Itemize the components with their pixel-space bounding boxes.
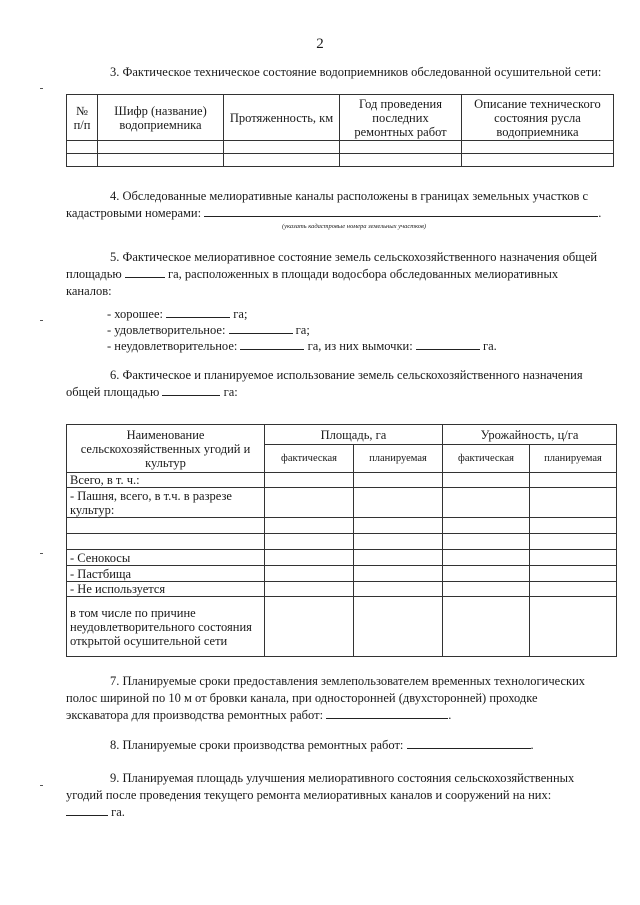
row-label: Всего, в т. ч.: [67, 473, 265, 488]
table-row [67, 473, 617, 488]
cadastral-numbers-field[interactable] [204, 205, 598, 217]
table-row [67, 518, 617, 534]
receivers-table [66, 94, 614, 167]
row-label: - Пастбища [67, 566, 265, 582]
header-area-actual: фактическая [265, 445, 354, 473]
section-7-line2: полос шириной по 10 м от бровки канала, при односторонней (двухсторонней) проходке [66, 691, 538, 705]
state-list [107, 306, 497, 354]
table-row [67, 488, 617, 518]
margin-mark [40, 785, 43, 786]
header-area: Площадь, га [265, 425, 443, 445]
state-good: - хорошее: га; [107, 307, 248, 321]
waterlogged-area-field[interactable] [416, 338, 480, 350]
total-area-field[interactable] [125, 266, 165, 278]
section-9-line2: угодий после проведения текущего ремонта мелиоративных каналов и сооружений на них: [66, 788, 552, 802]
margin-mark [40, 320, 43, 321]
header-number: № п/п [67, 95, 98, 141]
row-label: - Пашня, всего, в т.ч. в разрезе культур: [67, 488, 265, 518]
table-row [67, 566, 617, 582]
section-6-line1: 6. Фактическое и планируемое использование земель сельскохозяйственного назначения [110, 368, 583, 382]
margin-mark [40, 88, 43, 89]
unsatisfactory-area-field[interactable] [240, 338, 304, 350]
table-row [67, 141, 614, 154]
section-8-line: 8. Планируемые сроки производства ремонтных работ: . [110, 738, 534, 752]
section-9-text [66, 770, 616, 821]
section-7-line3: экскаватора для производства ремонтных работ: . [66, 708, 452, 722]
header-year: Год проведения последних ремонтных работ [340, 95, 462, 141]
page-number: 2 [316, 36, 324, 52]
margin-mark [40, 553, 43, 554]
table-row [67, 582, 617, 597]
section-5-line2: площадью га, расположенных в площади водосбора обследованных мелиоративных [66, 267, 559, 281]
header-yield: Урожайность, ц/га [443, 425, 617, 445]
row-label: в том числе по причине неудовлетворительного состояния открытой осушительной сети [67, 597, 265, 657]
table-row [67, 550, 617, 566]
section-4-text [66, 188, 616, 222]
improved-area-field[interactable] [66, 804, 108, 816]
row-label [67, 518, 265, 534]
usage-area-field[interactable] [162, 384, 220, 396]
cadastral-hint: (указать кадастровые номера земельных участков) [282, 223, 427, 230]
header-area-planned: планируемая [354, 445, 443, 473]
state-unsatisfactory: - неудовлетворительное: га, из них вымочки: га. [107, 339, 497, 353]
section-9-line1: 9. Планируемая площадь улучшения мелиоративного состояния сельскохозяйственных [110, 771, 575, 785]
header-code: Шифр (название) водоприемника [98, 95, 224, 141]
section-9-line3: га. [66, 804, 616, 821]
land-use-header-row [67, 425, 617, 445]
section-4-line1: 4. Обследованные мелиоративные каналы расположены в границах земельных участков с [110, 189, 589, 203]
corridor-dates-field[interactable] [326, 707, 448, 719]
row-label: - Не используется [67, 582, 265, 597]
section-3-text [66, 64, 616, 81]
section-6-text [66, 367, 616, 401]
header-land-name: Наименование сельскохозяйственных угодий и культур [67, 425, 265, 473]
table-row [67, 154, 614, 167]
header-length: Протяженность, км [224, 95, 340, 141]
section-4-line2: кадастровыми номерами: . [66, 206, 602, 220]
row-label: - Сенокосы [67, 550, 265, 566]
good-area-field[interactable] [166, 306, 230, 318]
satisfactory-area-field[interactable] [229, 322, 293, 334]
section-5-text [66, 249, 616, 300]
receivers-header-row [67, 95, 614, 141]
state-satisfactory: - удовлетворительное: га; [107, 323, 310, 337]
section-5-line1: 5. Фактическое мелиоративное состояние земель сельскохозяйственного назначения общей [110, 250, 598, 264]
table-row [67, 597, 617, 657]
header-yield-actual: фактическая [443, 445, 530, 473]
header-description: Описание технического состояния русла водоприемника [462, 95, 614, 141]
section-5-line3: каналов: [66, 284, 112, 298]
section-7-text [66, 673, 616, 724]
section-3-title: 3. Фактическое техническое состояние водоприемников обследованной осушительной сети: [110, 65, 602, 79]
land-use-table [66, 424, 617, 657]
repair-dates-field[interactable] [407, 737, 531, 749]
section-6-line2: общей площадью га: [66, 385, 238, 399]
section-8-text [66, 737, 616, 754]
header-yield-planned: планируемая [530, 445, 617, 473]
table-row [67, 534, 617, 550]
section-7-line1: 7. Планируемые сроки предоставления землепользователем временных технологических [110, 674, 586, 688]
row-label [67, 534, 265, 550]
